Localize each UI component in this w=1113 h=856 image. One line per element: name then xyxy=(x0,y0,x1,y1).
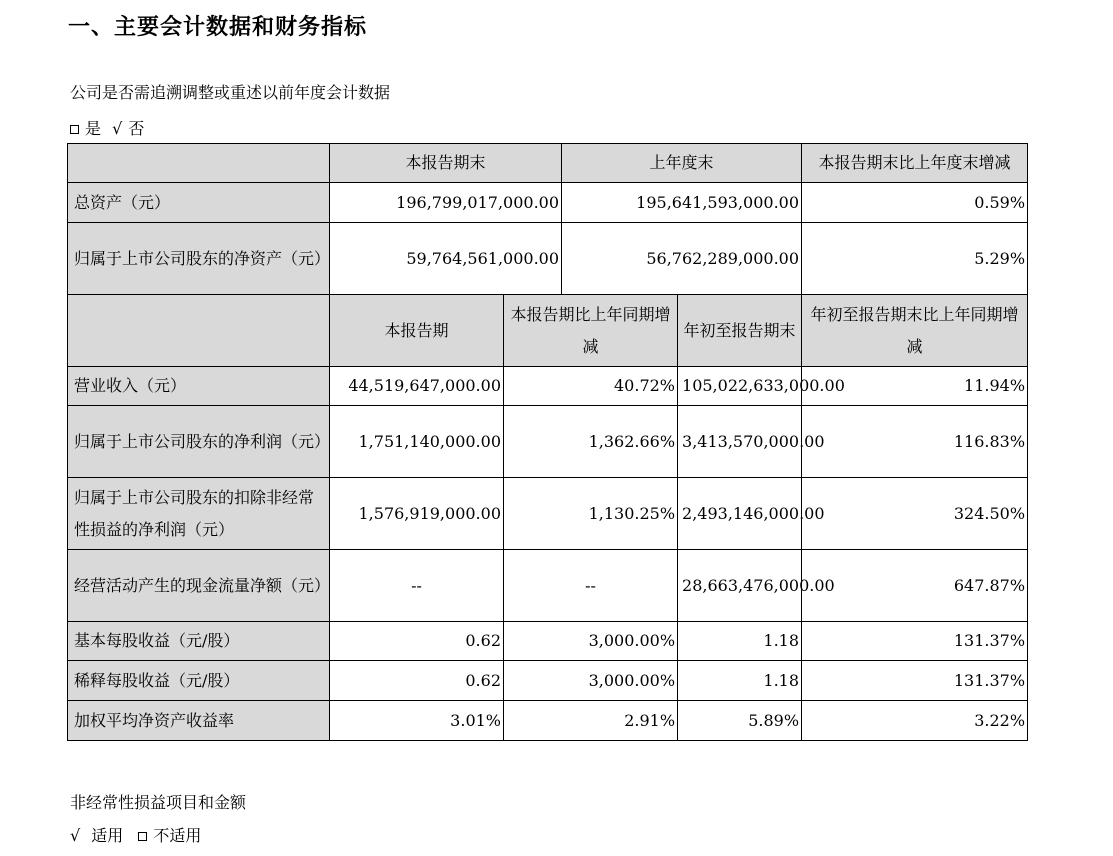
cell-period: 0.62 xyxy=(330,622,504,661)
table2-header-ytd: 年初至报告期末 xyxy=(678,295,802,367)
table1-header-row xyxy=(68,144,1028,183)
cell-period-change: 2.91% xyxy=(504,701,678,741)
cell-period: 3.01% xyxy=(330,701,504,741)
cell-ytd: 28,663,476,000.00 xyxy=(678,550,802,622)
cell-period: -- xyxy=(330,550,504,622)
table-row xyxy=(68,701,1028,741)
checkmark-icon: √ xyxy=(70,826,81,845)
cell-ytd: 2,493,146,000.00 xyxy=(678,478,802,550)
yes-checkbox-icon xyxy=(70,125,79,134)
row-label: 营业收入（元） xyxy=(68,367,330,406)
table-row xyxy=(68,478,1028,550)
cell-ytd-change: 131.37% xyxy=(802,661,1028,701)
table2-header-ytd-change: 年初至报告期末比上年同期增减 xyxy=(802,295,1028,367)
financial-data-table xyxy=(67,143,1027,741)
cell-period-change: 3,000.00% xyxy=(504,661,678,701)
cell-period: 1,576,919,000.00 xyxy=(330,478,504,550)
row-label: 加权平均净资产收益率 xyxy=(68,701,330,741)
cell-ytd-change: 11.94% xyxy=(802,367,1028,406)
cell-period: 1,751,140,000.00 xyxy=(330,406,504,478)
row-label: 归属于上市公司股东的扣除非经常性损益的净利润（元） xyxy=(68,478,330,550)
table1-header-change: 本报告期末比上年度末增减 xyxy=(802,144,1028,183)
cell-period-change: -- xyxy=(504,550,678,622)
applicable-label: 适用 xyxy=(91,826,124,845)
cell-period-change: 1,362.66% xyxy=(504,406,678,478)
cell-current: 59,764,561,000.00 xyxy=(330,223,562,295)
cell-ytd: 1.18 xyxy=(678,622,802,661)
cell-change: 5.29% xyxy=(802,223,1028,295)
table2-header-row xyxy=(68,295,1028,367)
row-label: 经营活动产生的现金流量净额（元） xyxy=(68,550,330,622)
cell-period: 44,519,647,000.00 xyxy=(330,367,504,406)
table2-header-period: 本报告期 xyxy=(330,295,504,367)
restate-question: 公司是否需追溯调整或重述以前年度会计数据 xyxy=(70,83,391,102)
cell-period: 0.62 xyxy=(330,661,504,701)
row-label: 稀释每股收益（元/股） xyxy=(68,661,330,701)
table-row xyxy=(68,622,1028,661)
cell-ytd: 5.89% xyxy=(678,701,802,741)
table-row xyxy=(68,661,1028,701)
not-applicable-checkbox-icon xyxy=(138,832,147,841)
table1-header-prior: 上年度末 xyxy=(562,144,802,183)
cell-prior: 56,762,289,000.00 xyxy=(562,223,802,295)
nonrecurring-title: 非经常性损益项目和金额 xyxy=(70,793,247,812)
table2-header-period-change: 本报告期比上年同期增减 xyxy=(504,295,678,367)
row-label: 归属于上市公司股东的净利润（元） xyxy=(68,406,330,478)
cell-ytd-change: 647.87% xyxy=(802,550,1028,622)
cell-ytd: 3,413,570,000.00 xyxy=(678,406,802,478)
cell-change: 0.59% xyxy=(802,183,1028,223)
row-label: 归属于上市公司股东的净资产（元） xyxy=(68,223,330,295)
checkmark-icon: √ xyxy=(112,119,123,138)
table-row xyxy=(68,183,1028,223)
table1-header-empty xyxy=(68,144,330,183)
yes-option-label: 是 xyxy=(85,119,102,138)
cell-ytd: 1.18 xyxy=(678,661,802,701)
cell-ytd-change: 3.22% xyxy=(802,701,1028,741)
table2-header-empty xyxy=(68,295,330,367)
restate-options xyxy=(70,116,144,139)
row-label: 基本每股收益（元/股） xyxy=(68,622,330,661)
cell-ytd-change: 131.37% xyxy=(802,622,1028,661)
cell-ytd-change: 324.50% xyxy=(802,478,1028,550)
table-row xyxy=(68,550,1028,622)
cell-ytd-change: 116.83% xyxy=(802,406,1028,478)
table1-header-current: 本报告期末 xyxy=(330,144,562,183)
no-option-label: 否 xyxy=(128,119,145,138)
cell-prior: 195,641,593,000.00 xyxy=(562,183,802,223)
cell-period-change: 3,000.00% xyxy=(504,622,678,661)
table-row xyxy=(68,367,1028,406)
not-applicable-label: 不适用 xyxy=(153,826,202,845)
cell-period-change: 40.72% xyxy=(504,367,678,406)
cell-period-change: 1,130.25% xyxy=(504,478,678,550)
cell-ytd: 105,022,633,000.00 xyxy=(678,367,802,406)
cell-current: 196,799,017,000.00 xyxy=(330,183,562,223)
table-row xyxy=(68,406,1028,478)
table-row xyxy=(68,223,1028,295)
nonrecurring-options xyxy=(70,823,201,846)
page-title: 一、主要会计数据和财务指标 xyxy=(68,15,368,40)
row-label: 总资产（元） xyxy=(68,183,330,223)
